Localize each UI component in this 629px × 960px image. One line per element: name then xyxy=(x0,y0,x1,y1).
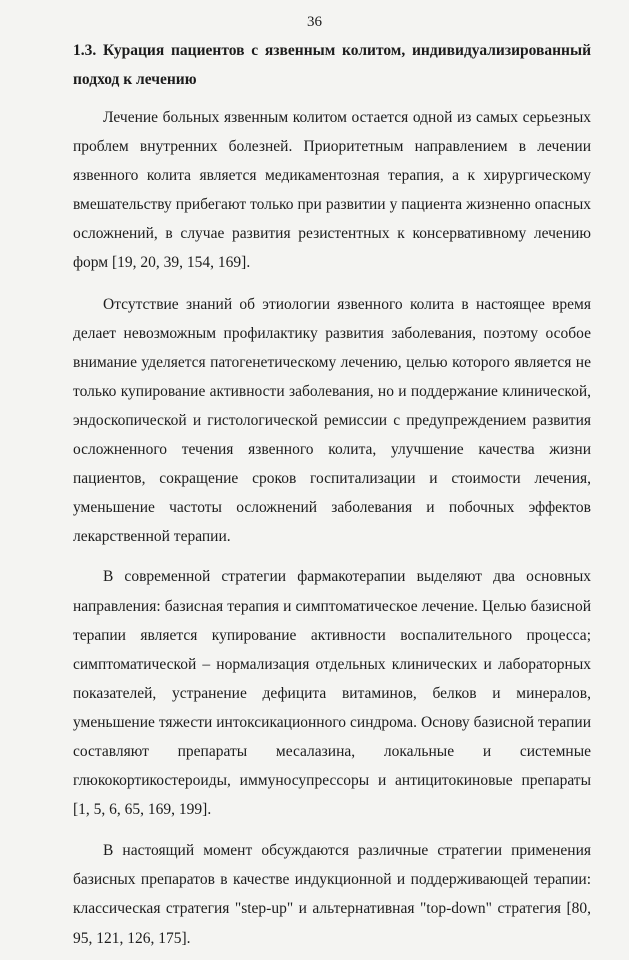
paragraph-1: Лечение больных язвенным колитом остается одной из самых серьезных проблем внутренних болезней. Приоритетным направлением в лечении язвенного колита является медикаментозная терапия, а к хирургическому вмешательству прибегают только при развитии у пациента жизненно опасных осложнений, в случае развития резистентных к консервативному лечению форм [19, 20, 39, 154, 169]. xyxy=(73,109,591,272)
section-heading: 1.3. Курация пациентов с язвенным колитом, индивидуализированный подход к лечению xyxy=(73,42,591,88)
paragraph-4: В настоящий момент обсуждаются различные стратегии применения базисных препаратов в качестве индукционной и поддерживающей терапии: классическая стратегия "step-up" и альтернативная "top-down" стратегия [80, 95, 121, 126, 175]. xyxy=(73,842,591,947)
paragraph-3: В современной стратегии фармакотерапии выделяют два основных направления: базисная терапия и симптоматическое лечение. Целью базисной терапии является купирование активности воспалительного процесса; симптоматической – нормализация отдельных клинических и лабораторных показателей, устранение дефицита витаминов, белков и минералов, уменьшение тяжести интоксикационного синдрома. Основу базисной терапии составляют препараты месалазина, локальные и системные глюкокортикостероиды, иммуносупрессоры и антицитокиновые препараты [1, 5, 6, 65, 169, 199]. xyxy=(73,568,591,819)
paragraph-2: Отсутствие знаний об этиологии язвенного колита в настоящее время делает невозможным профилактику развития заболевания, поэтому особое внимание уделяется патогенетическому лечению, целью которого является не только купирование активности заболевания, но и поддержание клинической, эндоскопической и гистологической ремиссии с предупреждением развития осложненного течения язвенного колита, улучшение качества жизни пациентов, сокращение сроков госпитализации и стоимости лечения, уменьшение частоты осложнений заболевания и побочных эффектов лекарственной терапии. xyxy=(73,295,591,546)
page-number: 36 xyxy=(307,14,322,30)
page-content xyxy=(73,36,591,953)
